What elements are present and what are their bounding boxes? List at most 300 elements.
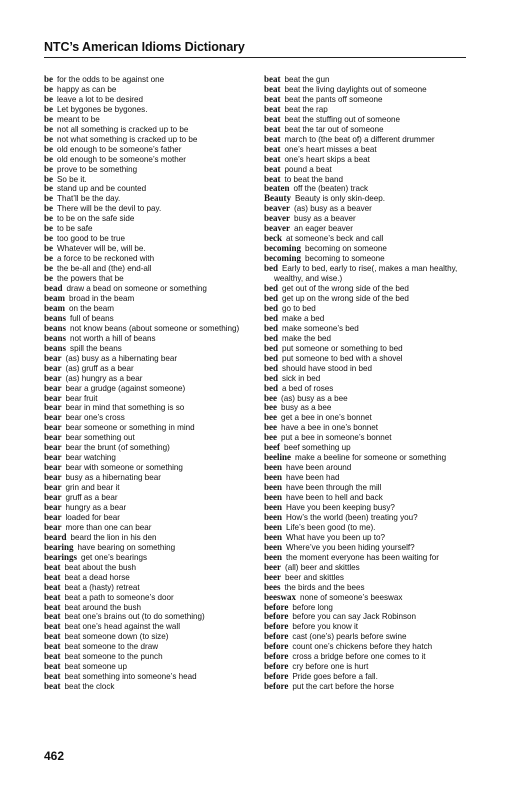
idiom-entry [264, 632, 476, 642]
entry-headword: bed [264, 292, 279, 303]
entry-headword: bed [264, 362, 279, 373]
idiom-entry [264, 85, 476, 95]
entry-idiom-text: a bed of roses [282, 383, 334, 393]
entry-headword: been [264, 511, 282, 522]
idiom-entry [44, 155, 256, 165]
idiom-entry [264, 433, 476, 443]
idiom-entry [264, 503, 476, 513]
entry-idiom-text: beat the clock [64, 682, 115, 692]
idiom-entry [264, 513, 476, 523]
entry-headword: beans [44, 312, 67, 323]
entry-idiom-text: not all something is cracked up to be [57, 124, 189, 134]
entry-headword: beam [44, 302, 65, 313]
entry-idiom-text: put someone to bed with a shovel [282, 353, 403, 363]
entry-headword: bed [264, 312, 279, 323]
entry-idiom-text: cast (one’s) pearls before swine [292, 632, 407, 642]
page-number: 462 [44, 749, 65, 763]
idiom-entry [264, 603, 476, 613]
entry-idiom-text: beat someone to the punch [64, 652, 163, 662]
entry-headword: bear [44, 392, 62, 403]
entry-idiom-text: the birds and the bees [284, 582, 365, 592]
entry-idiom-text: none of someone’s beeswax [300, 592, 403, 602]
idiom-entry [44, 135, 256, 145]
entry-headword: beaver [264, 223, 290, 234]
idiom-entry [264, 593, 476, 603]
entry-idiom-text: busy as a bee [281, 403, 332, 413]
idiom-entry [264, 384, 476, 394]
entry-headword: beaten [264, 183, 290, 194]
idiom-entry [44, 632, 256, 642]
entry-idiom-text: What have you been up to? [286, 532, 385, 542]
entry-headword: beat [264, 163, 281, 174]
entry-headword: be [44, 193, 53, 204]
idiom-entry [264, 334, 476, 344]
entry-headword: been [264, 482, 282, 493]
entry-idiom-text: loaded for bear [65, 512, 120, 522]
idiom-entry [264, 115, 476, 125]
entry-idiom-text: the moment everyone has been waiting for [286, 552, 439, 562]
entry-idiom-text: make the bed [282, 333, 332, 343]
entry-idiom-text: beat the rap [284, 104, 328, 114]
idiom-entry [44, 334, 256, 344]
entry-idiom-text: bear watching [65, 453, 116, 463]
running-header: NTC’s American Idioms Dictionary [44, 40, 245, 54]
idiom-entry [44, 95, 256, 105]
idiom-entry [264, 344, 476, 354]
entry-idiom-text: sick in bed [282, 373, 321, 383]
entry-idiom-text: bear something out [65, 433, 135, 443]
idiom-entry [44, 75, 256, 85]
entry-headword: bed [264, 283, 279, 294]
entry-idiom-text: Pride goes before a fall. [292, 672, 378, 682]
entry-headword: bead [44, 283, 63, 294]
idiom-entry [264, 573, 476, 583]
idiom-entry [44, 642, 256, 652]
entry-idiom-text: should have stood in bed [282, 363, 373, 373]
entry-headword: been [264, 501, 282, 512]
entry-headword: bear [44, 501, 62, 512]
idiom-entry [44, 533, 256, 543]
entry-headword: beat [44, 631, 61, 642]
entry-headword: Beauty [264, 193, 291, 204]
entry-headword: bed [264, 302, 279, 313]
entry-headword: been [264, 472, 282, 483]
entry-headword: before [264, 681, 289, 692]
entry-headword: beans [44, 332, 67, 343]
entry-idiom-text: wealthy, and wise.) [274, 274, 343, 284]
entry-headword: bed [264, 342, 279, 353]
entry-headword: before [264, 611, 289, 622]
entry-headword: beat [44, 641, 61, 652]
idiom-entry [44, 573, 256, 583]
idiom-entry [264, 473, 476, 483]
entry-idiom-text: Early to bed, early to rise(, makes a man healthy, [282, 264, 458, 274]
entry-idiom-text: meant to be [57, 114, 100, 124]
entry-headword: beat [44, 661, 61, 672]
entry-headword: be [44, 153, 53, 164]
entry-idiom-text: get out of the wrong side of the bed [282, 284, 409, 294]
entry-headword: bear [44, 422, 62, 433]
entry-idiom-text: count one’s chickens before they hatch [292, 642, 433, 652]
idiom-entry [264, 105, 476, 115]
entry-idiom-text: becoming to someone [305, 254, 385, 264]
entry-idiom-text: bear a grudge (against someone) [65, 383, 186, 393]
idiom-entry [264, 125, 476, 135]
entry-idiom-text: a force to be reckoned with [57, 254, 155, 264]
idiom-entry [44, 214, 256, 224]
entry-idiom-text: (as) busy as a bee [281, 393, 348, 403]
idiom-entry [44, 264, 256, 274]
idiom-entry [264, 652, 476, 662]
entry-headword: be [44, 143, 53, 154]
idiom-entry [44, 354, 256, 364]
entry-idiom-text: make a beeline for someone or something [295, 453, 447, 463]
entry-headword: beat [44, 591, 61, 602]
entry-idiom-text: Beauty is only skin-deep. [295, 194, 385, 204]
entry-headword: bear [44, 472, 62, 483]
entry-headword: bed [264, 263, 279, 274]
idiom-entry [44, 443, 256, 453]
idiom-entry [44, 294, 256, 304]
idiom-entry [44, 682, 256, 692]
entry-idiom-text: beat a dead horse [64, 572, 130, 582]
entry-headword: been [264, 541, 282, 552]
entry-headword: beat [44, 571, 61, 582]
entry-headword: be [44, 173, 53, 184]
entry-idiom-text: have a bee in one’s bonnet [281, 423, 379, 433]
entry-headword: beat [44, 651, 61, 662]
idiom-entry [44, 483, 256, 493]
entry-idiom-text: broad in the beam [69, 293, 135, 303]
idiom-entry [44, 583, 256, 593]
entry-headword: be [44, 203, 53, 214]
entry-headword: be [44, 103, 53, 114]
left-column [44, 75, 256, 692]
entry-headword: before [264, 621, 289, 632]
entry-idiom-text: beat a path to someone’s door [64, 592, 174, 602]
idiom-entry [44, 413, 256, 423]
idiom-entry [264, 135, 476, 145]
entry-headword: bee [264, 422, 277, 433]
idiom-entry [264, 264, 476, 274]
entry-headword: before [264, 631, 289, 642]
idiom-entry [44, 603, 256, 613]
entry-idiom-text: one’s heart misses a beat [284, 144, 377, 154]
entry-idiom-text: to beat the band [284, 174, 344, 184]
entry-headword: beeline [264, 452, 291, 463]
idiom-entry [44, 364, 256, 374]
entry-headword: bee [264, 392, 277, 403]
entry-headword: beeswax [264, 591, 296, 602]
idiom-entry [264, 423, 476, 433]
entry-headword: be [44, 163, 53, 174]
entry-headword: beer [264, 561, 281, 572]
entry-headword: beat [44, 621, 61, 632]
entry-idiom-text: Where’ve you been hiding yourself? [286, 542, 415, 552]
entry-headword: beat [44, 671, 61, 682]
entry-idiom-text: beat the gun [284, 75, 330, 84]
entry-headword: beat [264, 93, 281, 104]
entry-headword: beat [264, 173, 281, 184]
entry-headword: been [264, 492, 282, 503]
idiom-entry [44, 105, 256, 115]
entry-headword: beat [44, 611, 61, 622]
entry-headword: beat [264, 133, 281, 144]
idiom-entry [44, 593, 256, 603]
idiom-entry [264, 75, 476, 85]
entry-idiom-text: prove to be something [57, 164, 138, 174]
entry-headword: beam [44, 292, 65, 303]
entry-headword: be [44, 213, 53, 224]
entry-headword: bear [44, 382, 62, 393]
entry-headword: beef [264, 442, 280, 453]
idiom-entry [44, 523, 256, 533]
entry-idiom-text: more than one can bear [65, 522, 152, 532]
idiom-entry [44, 254, 256, 264]
idiom-entry [264, 294, 476, 304]
entry-idiom-text: stand up and be counted [57, 184, 147, 194]
idiom-entry [44, 234, 256, 244]
idiom-entry [264, 374, 476, 384]
entry-headword: be [44, 183, 53, 194]
idiom-entry [264, 95, 476, 105]
idiom-entry [44, 433, 256, 443]
entry-idiom-text: hungry as a bear [65, 502, 127, 512]
entry-headword: be [44, 74, 53, 84]
entry-headword: beat [264, 103, 281, 114]
entry-headword: bee [264, 412, 277, 423]
idiom-entry [44, 244, 256, 254]
idiom-entry [264, 612, 476, 622]
idiom-entry [44, 274, 256, 284]
entry-headword: beer [264, 571, 281, 582]
entry-headword: beat [44, 581, 61, 592]
entry-headword: before [264, 651, 289, 662]
entry-headword: bear [44, 462, 62, 473]
entry-idiom-text: beat someone up [64, 662, 128, 672]
idiom-entry [44, 662, 256, 672]
entry-idiom-text: beat something into someone’s head [64, 672, 197, 682]
entry-headword: becoming [264, 253, 301, 264]
entry-headword: beat [44, 681, 61, 692]
entry-idiom-text: beat someone to the draw [64, 642, 159, 652]
entry-headword: bear [44, 352, 62, 363]
entry-headword: be [44, 93, 53, 104]
idiom-entry [44, 563, 256, 573]
entry-headword: bed [264, 372, 279, 383]
entry-headword: beat [44, 561, 61, 572]
entry-idiom-text: (as) busy as a beaver [294, 204, 372, 214]
idiom-entry [44, 374, 256, 384]
entry-headword: before [264, 601, 289, 612]
idiom-entry [264, 214, 476, 224]
entry-idiom-text: bear in mind that something is so [65, 403, 185, 413]
entry-headword: beat [44, 601, 61, 612]
idiom-entry [264, 274, 476, 284]
entry-headword: beck [264, 233, 282, 244]
entry-headword: beat [264, 113, 281, 124]
entry-headword: bear [44, 372, 62, 383]
entry-headword: bear [44, 521, 62, 532]
entry-headword: been [264, 521, 282, 532]
idiom-entry [264, 642, 476, 652]
entry-idiom-text: busy as a hibernating bear [65, 473, 161, 483]
idiom-entry [44, 493, 256, 503]
entry-headword: before [264, 661, 289, 672]
entry-headword: be [44, 273, 53, 284]
entry-idiom-text: bear with someone or something [65, 463, 183, 473]
entry-idiom-text: bear one’s cross [65, 413, 125, 423]
entry-headword: bed [264, 382, 279, 393]
entry-idiom-text: (as) busy as a hibernating bear [65, 353, 178, 363]
entry-idiom-text: beef something up [284, 443, 351, 453]
entry-idiom-text: go to bed [282, 303, 316, 313]
entry-headword: be [44, 123, 53, 134]
entry-idiom-text: not worth a hill of beans [70, 333, 156, 343]
idiom-entry [264, 254, 476, 264]
idiom-entry [264, 563, 476, 573]
entry-idiom-text: on the beam [69, 303, 114, 313]
idiom-entry [44, 423, 256, 433]
entry-headword: bear [44, 402, 62, 413]
entry-idiom-text: How’s the world (been) treating you? [286, 512, 418, 522]
entry-idiom-text: the be-all and (the) end-all [57, 264, 152, 274]
idiom-entry [264, 175, 476, 185]
idiom-entry [44, 463, 256, 473]
entry-headword: bed [264, 352, 279, 363]
idiom-entry [264, 622, 476, 632]
idiom-entry [264, 324, 476, 334]
entry-idiom-text: march to (the beat of) a different drummer [284, 134, 435, 144]
entry-headword: bed [264, 322, 279, 333]
idiom-entry [44, 503, 256, 513]
idiom-entry [264, 662, 476, 672]
idiom-entry [44, 314, 256, 324]
entry-idiom-text: Have you been keeping busy? [286, 502, 395, 512]
entry-idiom-text: to be safe [57, 224, 93, 234]
idiom-entry [264, 314, 476, 324]
entry-headword: be [44, 233, 53, 244]
idiom-entry [44, 125, 256, 135]
entry-headword: been [264, 462, 282, 473]
entry-idiom-text: draw a bead on someone or something [66, 284, 207, 294]
idiom-entry [264, 194, 476, 204]
entry-idiom-text: bear the brunt (of something) [65, 443, 170, 453]
entry-idiom-text: for the odds to be against one [57, 75, 165, 84]
idiom-entry [44, 384, 256, 394]
entry-idiom-text: That’ll be the day. [57, 194, 121, 204]
entry-headword: bed [264, 332, 279, 343]
entry-idiom-text: grin and bear it [65, 483, 120, 493]
entry-idiom-text: becoming on someone [305, 244, 387, 254]
entry-idiom-text: pound a beat [284, 164, 332, 174]
entry-idiom-text: get a bee in one’s bonnet [281, 413, 372, 423]
entry-idiom-text: too good to be true [57, 234, 125, 244]
entry-idiom-text: not know beans (about someone or something) [70, 323, 240, 333]
entry-idiom-text: have been through the mill [286, 483, 382, 493]
entry-headword: been [264, 531, 282, 542]
entry-headword: be [44, 263, 53, 274]
entry-idiom-text: before you know it [292, 622, 359, 632]
entry-headword: beaver [264, 203, 290, 214]
idiom-entry [44, 85, 256, 95]
entry-headword: bearings [44, 551, 78, 562]
idiom-entry [264, 155, 476, 165]
idiom-entry [44, 165, 256, 175]
idiom-entry [264, 284, 476, 294]
entry-headword: be [44, 223, 53, 234]
entry-headword: beaver [264, 213, 290, 224]
entry-idiom-text: So be it. [57, 174, 87, 184]
idiom-entry [264, 463, 476, 473]
idiom-entry [264, 224, 476, 234]
idiom-entry [44, 284, 256, 294]
entry-idiom-text: bear fruit [65, 393, 98, 403]
entry-idiom-text: beat the pants off someone [284, 94, 383, 104]
entry-idiom-text: busy as a beaver [294, 214, 356, 224]
idiom-entry [44, 473, 256, 483]
entry-headword: bear [44, 492, 62, 503]
entry-idiom-text: old enough to be someone’s mother [57, 154, 186, 164]
idiom-entry [264, 672, 476, 682]
entry-headword: beans [44, 342, 67, 353]
idiom-entry [44, 204, 256, 214]
entry-idiom-text: Whatever will be, will be. [57, 244, 146, 254]
idiom-entry [264, 553, 476, 563]
idiom-entry [264, 184, 476, 194]
idiom-entry [264, 413, 476, 423]
idiom-entry [264, 354, 476, 364]
idiom-entry [44, 513, 256, 523]
idiom-entry [264, 403, 476, 413]
idiom-entry [264, 682, 476, 692]
entry-idiom-text: (all) beer and skittles [285, 562, 360, 572]
entry-idiom-text: Life’s been good (to me). [286, 522, 376, 532]
idiom-entry [44, 115, 256, 125]
entry-idiom-text: beard the lion in his den [70, 532, 157, 542]
entry-idiom-text: before long [292, 602, 333, 612]
entry-headword: bear [44, 362, 62, 373]
entry-headword: beat [264, 123, 281, 134]
entry-idiom-text: full of beans [70, 313, 114, 323]
entry-idiom-text: get one’s bearings [81, 552, 148, 562]
entry-headword: be [44, 113, 53, 124]
entry-idiom-text: put the cart before the horse [292, 682, 395, 692]
entry-idiom-text: beat the stuffing out of someone [284, 114, 400, 124]
entry-idiom-text: not what something is cracked up to be [57, 134, 198, 144]
entry-idiom-text: have been had [286, 473, 340, 483]
entry-idiom-text: There will be the devil to pay. [57, 204, 162, 214]
entry-idiom-text: cry before one is hurt [292, 662, 369, 672]
idiom-entry [44, 553, 256, 563]
entry-idiom-text: have bearing on something [77, 542, 176, 552]
idiom-entry [44, 304, 256, 314]
entry-idiom-text: put someone or something to bed [282, 343, 403, 353]
idiom-entry [44, 175, 256, 185]
entry-idiom-text: gruff as a bear [65, 493, 118, 503]
idiom-entry [264, 394, 476, 404]
idiom-entry [264, 453, 476, 463]
entry-headword: bear [44, 442, 62, 453]
entry-headword: be [44, 83, 53, 94]
entry-headword: bee [264, 402, 277, 413]
entry-idiom-text: at someone’s beck and call [286, 234, 384, 244]
entry-headword: beat [264, 83, 281, 94]
idiom-entry [264, 483, 476, 493]
entry-idiom-text: beat about the bush [64, 562, 137, 572]
entry-idiom-text: old enough to be someone’s father [57, 144, 182, 154]
entry-headword: beans [44, 322, 67, 333]
